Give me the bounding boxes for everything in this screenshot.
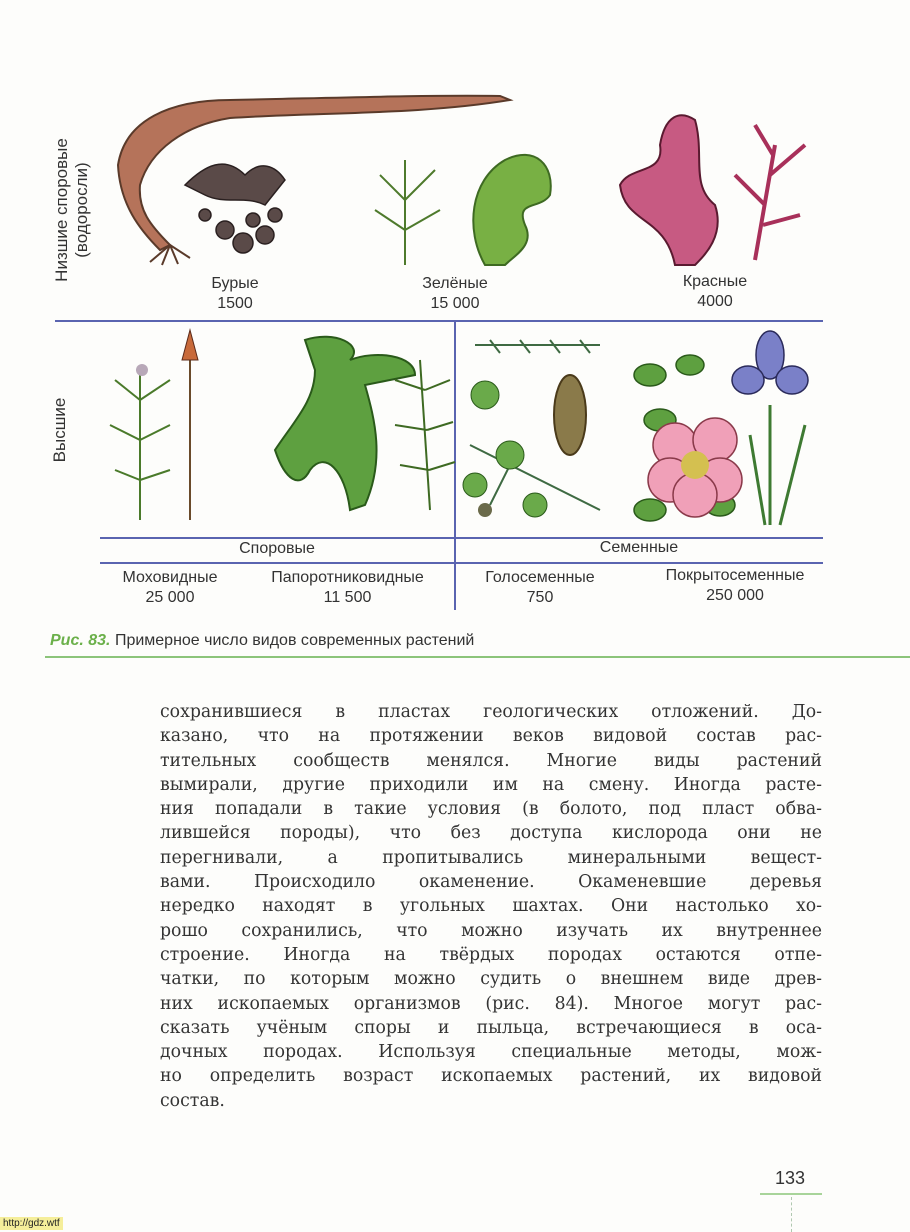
body-line: перегнивали, а пропитывались минеральными вещест- (160, 847, 822, 868)
angiosperm-iris-illustration (720, 325, 820, 525)
body-line: дочных породах. Используя специальные методы, мож- (160, 1042, 822, 1063)
algae-green-name: Зелёные (422, 275, 488, 292)
figure-caption (50, 632, 474, 650)
algae-brown-count: 1500 (217, 295, 253, 312)
member-angiosperms-count: 250 000 (706, 587, 764, 604)
body-line: сохранившиеся в пластах геологических отложений. До- (160, 702, 822, 722)
divider-top (55, 320, 823, 322)
body-line: строение. Иногда на твёрдых породах остаются отпе- (160, 944, 822, 965)
body-line: чатки, по которым можно судить о внешнем виде древ- (160, 969, 822, 990)
member-gymnosperms-name: Голосеменные (485, 569, 595, 586)
body-line: казано, что на протяжении веков видовой состав рас- (160, 726, 822, 747)
algae-brown-name: Бурые (211, 275, 259, 292)
member-gymnosperms-count: 750 (526, 589, 554, 606)
row-label-higher: Высшие (50, 397, 69, 463)
member-angiosperms (645, 566, 825, 606)
body-line: лившейся породы), что без доступа кислорода они не (160, 823, 822, 844)
figure-number: Рис. 83. (50, 632, 111, 649)
row-label-lower-line2: (водоросли) (72, 162, 91, 258)
red-algae-illustration (605, 95, 825, 270)
body-line: них ископаемых организмов (рис. 84). Многое могут рас- (160, 993, 822, 1014)
body-line: сказать учёным споры и пыльца, встречающиеся в оса- (160, 1017, 822, 1038)
member-bryophytes-count: 25 000 (145, 589, 195, 606)
algae-red-label (665, 272, 765, 312)
watermark-link[interactable]: http://gdz.wtf (0, 1217, 63, 1230)
algae-red-count: 4000 (697, 293, 733, 310)
row-label-lower-line1: Низшие споровые (52, 138, 71, 282)
fern-illustration (255, 330, 455, 525)
algae-green-count: 15 000 (430, 295, 480, 312)
body-line: ния попадали в такие условия (в болото, под пласт обва- (160, 799, 822, 820)
group-spore-label: Споровые (239, 540, 315, 557)
member-angiosperms-name: Покрытосеменные (665, 567, 805, 584)
page-number-rule (760, 1193, 822, 1195)
algae-green-label (410, 274, 500, 314)
body-line: рошо сохранились, что можно изучать их внутреннее (160, 920, 822, 941)
body-line: но определить возраст ископаемых растений, их видовой (160, 1066, 822, 1087)
group-seed-label: Семенные (599, 539, 679, 556)
page-dotted-guide (791, 1197, 793, 1232)
body-line: тительных сообществ менялся. Многие виды растений (160, 750, 822, 771)
body-line: состав. (160, 1090, 225, 1111)
divider-group-bottom (100, 562, 823, 564)
brown-algae-illustration (165, 135, 305, 265)
body-line: вымирали, другие приходили им на смену. Иногда расте- (160, 774, 822, 795)
algae-red-name: Красные (682, 273, 748, 290)
figure-caption-text: Примерное число видов современных растений (114, 632, 475, 649)
body-line: нередко находят в угольных шахтах. Они настолько хо- (160, 896, 822, 917)
green-algae-illustration (365, 140, 575, 270)
member-ferns-name: Папоротниковидные (271, 569, 424, 586)
body-paragraph (160, 700, 822, 1113)
member-bryophytes (100, 568, 240, 608)
moss-illustration (100, 330, 230, 530)
member-ferns-count: 11 500 (323, 589, 372, 606)
member-bryophytes-name: Моховидные (122, 569, 218, 586)
member-gymnosperms (470, 568, 610, 608)
page-number: 133 (774, 1168, 806, 1188)
gymnosperm-illustration (460, 325, 610, 530)
caption-rule (45, 656, 910, 658)
body-line: вами. Происходило окаменение. Окаменевшие деревья (160, 872, 822, 893)
member-ferns (250, 568, 445, 608)
algae-brown-label (190, 274, 280, 314)
